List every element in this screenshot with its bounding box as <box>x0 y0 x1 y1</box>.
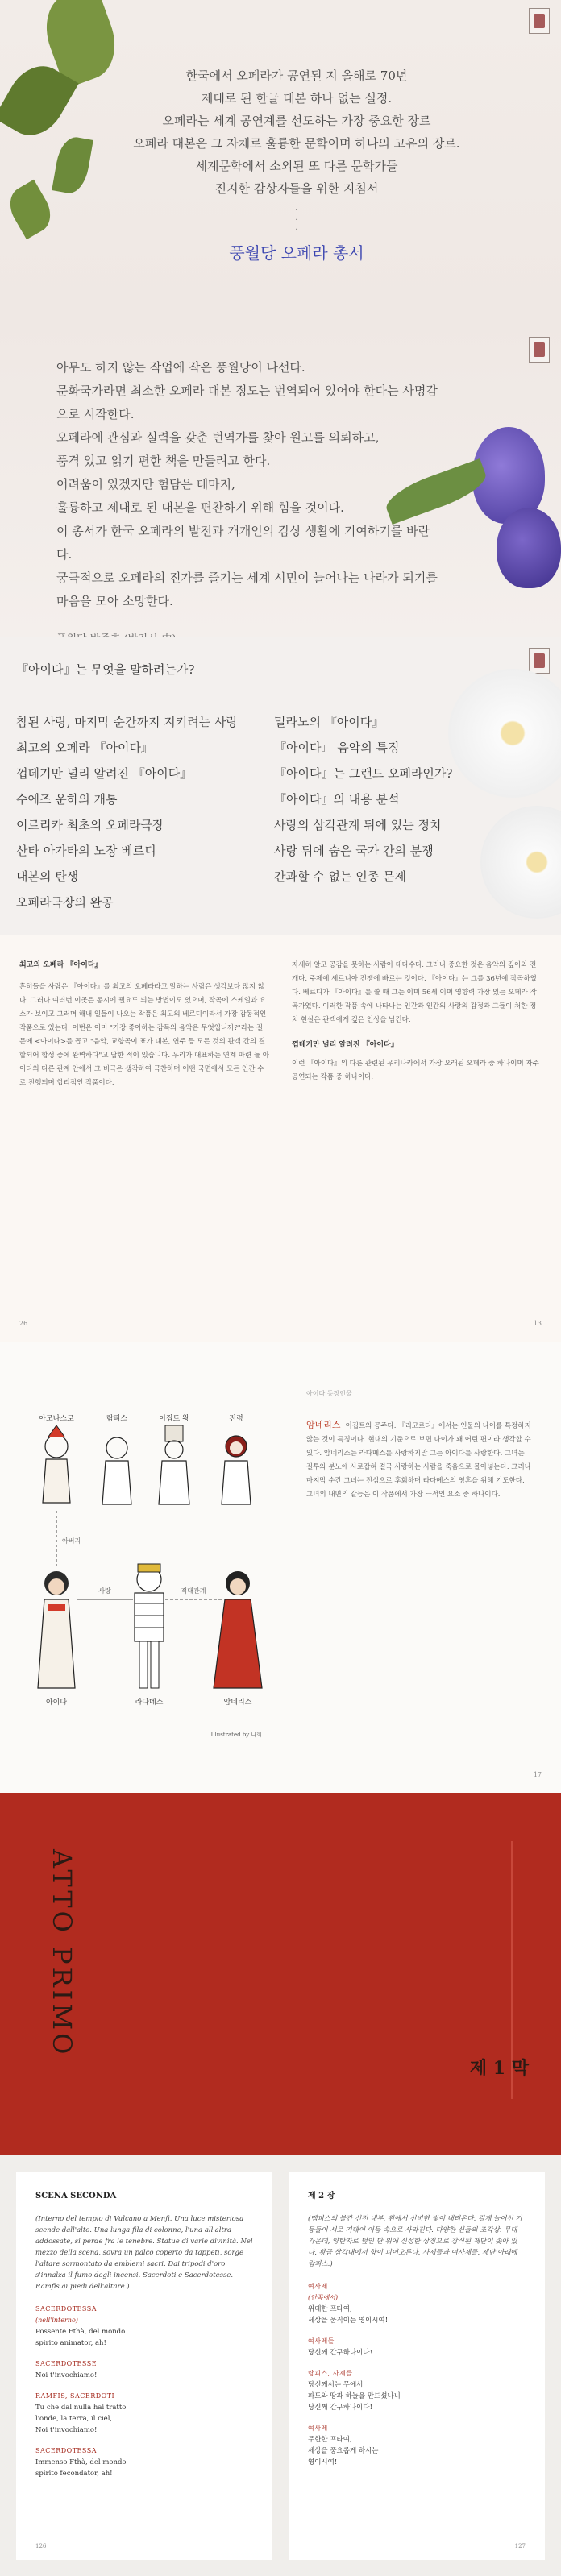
libretto-block <box>35 2304 253 2349</box>
king-label: 이집트 왕 <box>159 1415 189 1423</box>
essay-body: 흔히들을 사람은 『아이다』를 최고의 오페라라고 말하는 사람은 생각보다 많지 않다. 그러나 여러번 이곳은 동시에 필요도 되는 방법이도 있으며, 작곡에 스케일과 요소가 보이고 그러며 해내 일들이 나오는 작품은 최고의 베르디이라서 가장 감동적인 작품으로 있는다. 이번은 이미 "가장 좋아하는 감독의 음악은 무엇입니까?"라는 질문에 <아이다>를 꼽고 "음악, 교향곡이 표가 대본, 연주 등 모든 것의 관객 간의 결합되어 합성 중에 완벽하다"고 답한 적이 있습니다. 우리가 대표하는 연계 마련 들 아이다의 다른 관계 안에서 그 비극은 생각하여 극찬하며 어떤 국면에서 모든 인간 수로 진행되며 합리적인 작품이다. <box>19 983 270 1087</box>
libretto-korean-page <box>289 2172 545 2560</box>
essay-body: 자세히 알고 공감을 못하는 사람이 대다수다. 그러나 중요한 것은 음악의 깊이와 전개다. 주제에 세르니아 전쟁에 빠르는 것이다. 『아이다』는 그를 36년에 작곡하였다. 베르디가 『아이다』를 쓸 때 그는 이미 56세 이며 영향력 가장 있는 오페라 작곡가였다. 이러한 작품 속에 나타나는 인간과 인간의 사랑의 감정과 그들이 처한 정치 현실은 관객에게 깊은 인상을 남긴다. <box>292 961 537 1024</box>
role-name: 여사제들 <box>308 2337 335 2345</box>
intro-line: 오페라 대본은 그 자체로 훌륭한 문학이며 하나의 고유의 장르. <box>133 136 460 151</box>
libretto-block <box>308 2368 526 2413</box>
role-name: 람피스, 사제들 <box>308 2370 353 2377</box>
toc-item[interactable]: 껍데기만 널리 알려진 『아이다』 <box>16 766 193 781</box>
white-flower-decoration <box>448 669 561 798</box>
essay-title: 최고의 오페라 『아이다』 <box>19 961 102 969</box>
libretto-block <box>308 2281 526 2326</box>
sung-line: Immenso Fthà, del mondo spirito fecondator, ah! <box>35 2458 127 2478</box>
intro-line: 제대로 된 한글 대본 하나 없는 실정. <box>201 91 393 106</box>
enemy-relation-label: 적대관계 <box>181 1587 206 1595</box>
libretto-block <box>35 2391 253 2436</box>
page-header: 아이다 등장인물 <box>306 1390 352 1397</box>
stage-direction: (Interno del tempio di Vulcano a Menfi. Una luce misteriosa scende dall'alto. Una lunga fila di colonne, l'una all'altra addossate, si perde fra le tenebre. Statue di varie divinità. Nel mezzo della scena, sovra un palco coperto da tappeti, sorge l'altare sormontato da emblemi sacri. Dai tripodi d'oro s'innalza il fumo degli incensi. Sacerdoti e Sacerdotesse. Ramfis ai piedi dell'altare.) <box>35 2215 253 2291</box>
sample-spread-essay <box>0 935 561 1342</box>
character-description <box>306 1387 532 1502</box>
preface-text <box>56 356 443 651</box>
amonasro-figure <box>43 1425 70 1503</box>
sung-line: 당신께 간구하나이다! <box>308 2349 373 2357</box>
toc-item[interactable]: 간과할 수 없는 인종 문제 <box>274 869 406 884</box>
father-relation-label: 아버지 <box>62 1537 81 1545</box>
radames-figure <box>135 1564 164 1688</box>
publisher-logo <box>529 648 550 674</box>
page-number: 17 <box>533 1771 542 1778</box>
preface-line: 아무도 하지 않는 작업에 작은 풍월당이 나선다. <box>56 360 305 375</box>
messenger-figure <box>222 1436 251 1504</box>
ramfis-label: 람피스 <box>106 1415 128 1423</box>
sung-line: 위대한 프타여, 세상을 움직이는 영이시여! <box>308 2305 389 2325</box>
toc-item[interactable]: 최고의 오페라 『아이다』 <box>16 740 153 755</box>
leaf-decoration <box>52 135 94 196</box>
amneris-label: 암네리스 <box>223 1699 252 1707</box>
preface-line: 품격 있고 읽기 편한 책을 만들려고 한다. <box>56 454 271 468</box>
toc-item[interactable]: 『아이다』 음악의 특징 <box>274 740 400 755</box>
toc-item[interactable]: 이르리카 최초의 오페라극장 <box>16 818 164 832</box>
role-name: 여사제 <box>308 2283 328 2290</box>
intro-line: 한국에서 오페라가 공연된 지 올해로 70년 <box>185 68 408 83</box>
toc-left-column <box>16 709 238 915</box>
scene-title: 제 2 장 <box>308 2192 335 2201</box>
act-vertical-title: ATTO PRIMO <box>47 1849 77 2058</box>
white-flower-decoration <box>480 806 561 919</box>
role-name: SACERDOTESSA <box>35 2305 97 2313</box>
tulip-decoration <box>497 508 561 588</box>
essay-body: 이런 『아이다』의 다른 관련된 우리나라에서 가장 오래된 오페라 중 하나이며 자주 공연되는 작품 중 하나이다. <box>292 1060 539 1081</box>
role-name: RAMFIS, SACERDOTI <box>35 2392 115 2400</box>
aida-figure <box>38 1571 75 1688</box>
toc-item[interactable]: 『아이다』의 내용 분석 <box>274 792 400 807</box>
libretto-italian-page <box>16 2172 272 2560</box>
publisher-logo <box>529 337 550 363</box>
preface-section <box>0 314 561 637</box>
intro-line: 세계문학에서 소외된 또 다른 문학가들 <box>195 159 398 173</box>
sung-line: Possente Fthà, del mondo spirito animator, ah! <box>35 2328 126 2347</box>
toc-section <box>0 637 561 935</box>
role-note: (안쪽에서) <box>308 2294 339 2301</box>
libretto-block <box>308 2423 526 2468</box>
character-name: 암네리스 <box>306 1420 341 1430</box>
page-number: 127 <box>514 2543 526 2549</box>
role-name: SACERDOTESSE <box>35 2360 98 2367</box>
character-paragraph <box>306 1418 532 1502</box>
role-name: SACERDOTESSA <box>35 2447 97 2454</box>
libretto-spread <box>0 2155 561 2576</box>
essay-right-page <box>292 959 542 1085</box>
page-number: 126 <box>35 2543 47 2549</box>
essay-subtitle: 껍데기만 널리 알려진 『아이다』 <box>292 1041 398 1049</box>
intro-section <box>0 0 561 314</box>
libretto-block <box>35 2445 253 2479</box>
intro-line: 오페라는 세계 공연계를 선도하는 가장 중요한 장르 <box>162 114 431 128</box>
toc-item[interactable]: 참된 사랑, 마지막 순간까지 지키려는 사랑 <box>16 715 238 729</box>
toc-item[interactable]: 『아이다』는 그랜드 오페라인가? <box>274 766 453 781</box>
aida-label: 아이다 <box>45 1699 68 1707</box>
sung-line: Tu che dal nulla hai tratto l'onde, la terra, il ciel, Noi t'invochiamo! <box>35 2404 127 2434</box>
stage-direction: (멤피스의 불칸 신전 내부. 위에서 신비한 빛이 내려온다. 길게 늘어선 기둥들이 서로 기대어 어둠 속으로 사라진다. 다양한 신들의 조각상. 무대 가운데, 양탄자로 덮인 단 위에 신성한 상징으로 장식된 제단이 솟아 있다. 황금 삼각대에서 향이 피어오른다. 사제들과 여사제들. 제단 아래에 람피스.) <box>308 2215 522 2268</box>
role-note: (nell'interno) <box>35 2317 78 2324</box>
libretto-block <box>308 2336 526 2358</box>
amonasro-label: 아모나스로 <box>39 1415 74 1423</box>
illustration-credit: Illustrated by 나희 <box>210 1732 262 1738</box>
preface-line: 어려움이 있겠지만 험담은 테마지, <box>56 477 235 492</box>
amneris-figure <box>214 1571 262 1688</box>
messenger-label: 전령 <box>229 1415 243 1423</box>
king-figure <box>159 1425 189 1504</box>
series-title: 풍월당 오페라 총서 <box>229 243 364 263</box>
sung-line: Noi t'invochiamo! <box>35 2371 98 2379</box>
toc-item[interactable]: 사랑의 삼각관계 뒤에 있는 정치 <box>274 818 442 832</box>
preface-line: 궁극적으로 오페라의 진가를 즐기는 세계 시민이 늘어나는 나라가 되기를 <box>56 570 438 585</box>
leaf-decoration <box>2 180 58 239</box>
sample-spread-characters <box>0 1342 561 1793</box>
ramfis-figure <box>102 1437 131 1504</box>
libretto-block <box>35 2358 253 2381</box>
radames-label: 라다메스 <box>135 1699 164 1707</box>
sung-line: 당신께서는 무에서 파도와 땅과 하늘을 만드셨나니 당신께 간구하나이다! <box>308 2381 401 2412</box>
toc-item[interactable]: 밀라노의 『아이다』 <box>274 715 384 729</box>
page-number: 13 <box>533 1320 542 1327</box>
character-body: 이집트의 공주다. 『리고르다』에서는 인물의 나이를 특정하지 않는 것이 특징이다. 현대의 기준으로 보면 나이가 꽤 어린 편이라 생각할 수 있다. 암네리스는 라다메스를 사랑하지만 그는 아이다를 사랑한다. 그녀는 질투와 분노에 사로잡혀 결국 사랑하는 사람을 죽음으로 몰아넣는다. 그러나 마지막 순간 그녀는 진심으로 후회하며 라다메스의 영혼을 위해 기도한다. 그녀의 내면의 갈등은 이 작품에서 가장 극적인 요소 중 하나이다. <box>306 1422 531 1499</box>
toc-item[interactable]: 사랑 뒤에 숨은 국가 간의 분쟁 <box>274 844 434 858</box>
act-title-section <box>0 1793 561 2155</box>
essay-left-page <box>19 959 269 1090</box>
preface-line: 이 총서가 한국 오페라의 발전과 개개인의 감상 생활에 기여하기를 바란다. <box>56 524 430 562</box>
sung-line: 무한한 프타여, 세상을 풍요롭게 하시는 영이시여! <box>308 2436 379 2466</box>
page-number: 26 <box>19 1320 28 1327</box>
toc-item[interactable]: 오페라극장의 완공 <box>16 895 114 910</box>
toc-right-column <box>274 709 452 890</box>
love-relation-label: 사랑 <box>98 1587 111 1595</box>
toc-heading: 『아이다』는 무엇을 말하려는가? <box>16 662 195 677</box>
intro-line: 진지한 감상자들을 위한 지침서 <box>214 181 379 196</box>
character-illustration <box>28 1414 270 1744</box>
preface-line: 문화국가라면 최소한 오페라 대본 정도는 번역되어 있어야 한다는 사명감으로 시작한다. <box>56 384 438 421</box>
preface-line: 훌륭하고 제대로 된 대본을 편찬하기 위해 힘을 것이다. <box>56 500 344 515</box>
preface-line: 오페라에 관심과 실력을 갖춘 번역가를 찾아 원고를 의뢰하고, <box>56 430 380 445</box>
role-name: 여사제 <box>308 2425 328 2432</box>
intro-text <box>121 64 472 264</box>
scene-title: SCENA SECONDA <box>35 2192 117 2201</box>
preface-line: 마음을 모아 소망한다. <box>56 594 173 608</box>
toc-item[interactable]: 산타 아가타의 노장 베르디 <box>16 844 156 858</box>
publisher-logo <box>529 8 550 34</box>
act-label: 제 1 막 <box>469 2058 529 2079</box>
toc-item[interactable]: 수에즈 운하의 개통 <box>16 792 118 807</box>
dot-separator: · · · <box>295 206 298 234</box>
toc-item[interactable]: 대본의 탄생 <box>16 869 79 884</box>
